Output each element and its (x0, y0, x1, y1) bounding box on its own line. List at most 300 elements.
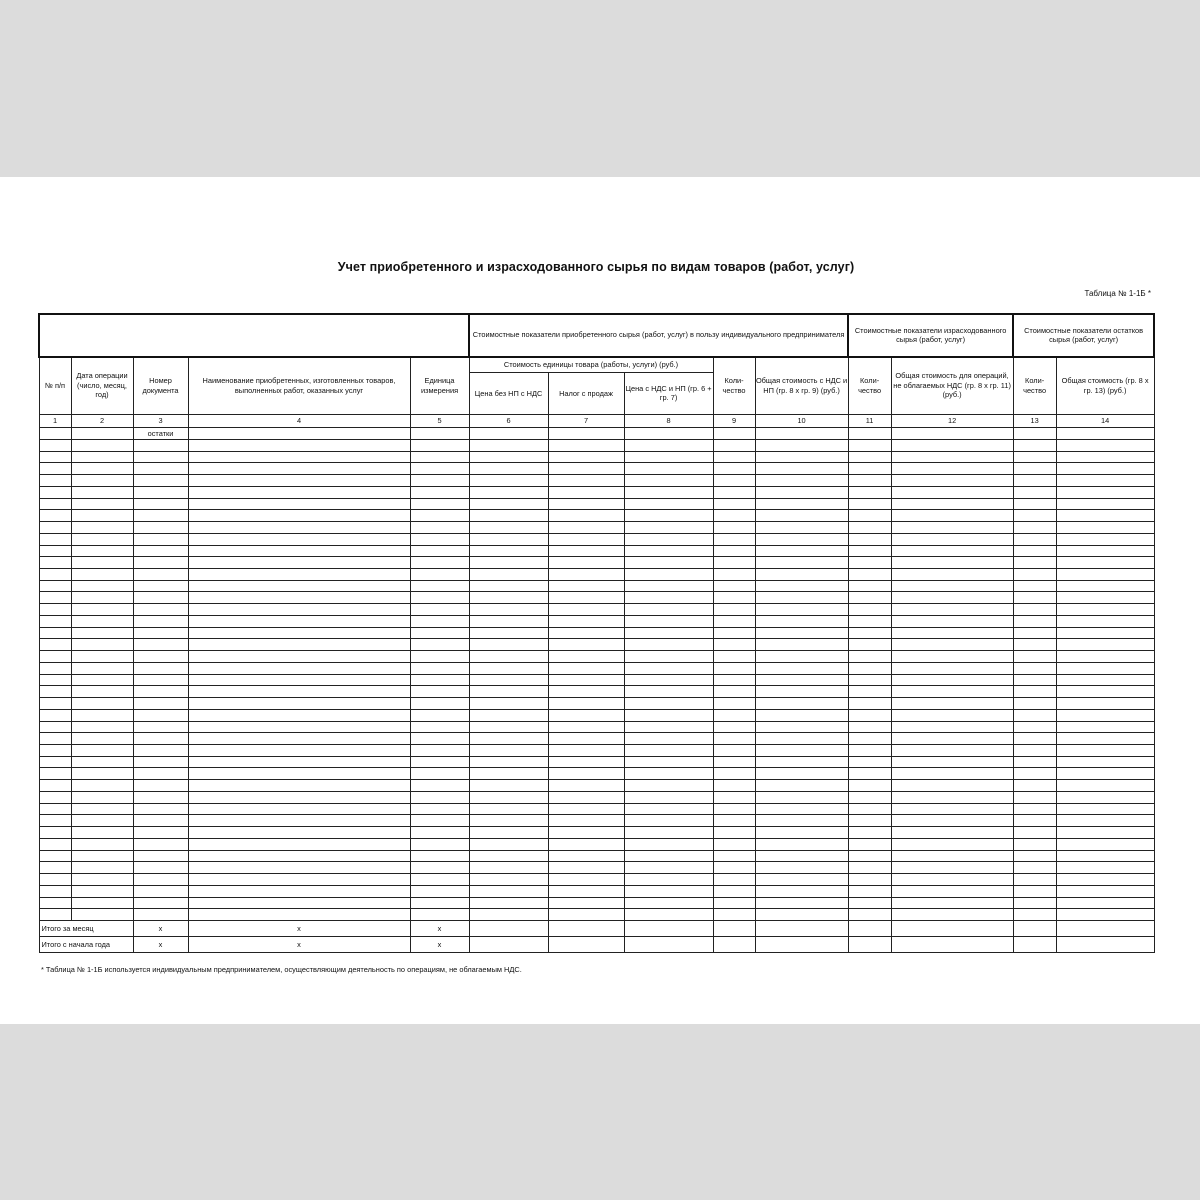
table-cell[interactable] (133, 780, 188, 792)
table-cell[interactable] (624, 627, 713, 639)
table-cell[interactable] (410, 815, 469, 827)
table-cell[interactable] (188, 674, 410, 686)
table-cell[interactable] (71, 439, 133, 451)
table-cell[interactable] (1056, 885, 1154, 897)
table-cell[interactable] (71, 838, 133, 850)
table-cell[interactable] (755, 885, 848, 897)
totals-cell[interactable] (848, 921, 891, 937)
table-cell[interactable] (713, 580, 755, 592)
table-cell[interactable] (755, 780, 848, 792)
table-cell[interactable] (624, 709, 713, 721)
table-cell[interactable] (755, 862, 848, 874)
table-cell[interactable] (848, 557, 891, 569)
table-cell[interactable] (891, 745, 1013, 757)
table-cell[interactable] (1013, 885, 1056, 897)
table-cell[interactable] (133, 533, 188, 545)
table-cell[interactable] (1056, 780, 1154, 792)
table-cell[interactable] (891, 486, 1013, 498)
table-cell[interactable] (71, 874, 133, 886)
table-cell[interactable] (624, 827, 713, 839)
table-cell[interactable] (548, 545, 624, 557)
table-cell[interactable] (548, 510, 624, 522)
table-cell[interactable] (39, 486, 71, 498)
table-cell[interactable] (1056, 627, 1154, 639)
table-cell[interactable] (39, 698, 71, 710)
table-cell[interactable] (1013, 439, 1056, 451)
table-cell[interactable] (1013, 803, 1056, 815)
table-cell[interactable] (624, 604, 713, 616)
table-cell[interactable] (624, 662, 713, 674)
table-cell[interactable] (39, 850, 71, 862)
table-cell[interactable] (848, 862, 891, 874)
table-cell[interactable] (1056, 662, 1154, 674)
totals-cell[interactable] (713, 936, 755, 952)
table-cell[interactable] (848, 428, 891, 440)
table-cell[interactable] (469, 580, 548, 592)
table-cell[interactable] (133, 486, 188, 498)
table-cell[interactable] (891, 756, 1013, 768)
totals-cell[interactable] (848, 936, 891, 952)
table-cell[interactable] (71, 909, 133, 921)
table-cell[interactable] (548, 803, 624, 815)
table-cell[interactable] (1013, 604, 1056, 616)
table-cell[interactable] (713, 428, 755, 440)
table-cell[interactable] (410, 768, 469, 780)
table-cell[interactable] (1013, 545, 1056, 557)
table-cell[interactable] (755, 451, 848, 463)
table-cell[interactable] (133, 745, 188, 757)
table-cell[interactable] (133, 897, 188, 909)
table-cell[interactable] (624, 498, 713, 510)
table-cell[interactable] (624, 756, 713, 768)
table-cell[interactable] (1013, 838, 1056, 850)
table-cell[interactable] (548, 463, 624, 475)
table-cell[interactable] (755, 627, 848, 639)
table-cell[interactable] (39, 439, 71, 451)
table-cell[interactable] (848, 639, 891, 651)
table-cell[interactable] (410, 827, 469, 839)
table-cell[interactable] (1013, 510, 1056, 522)
table-cell[interactable] (848, 674, 891, 686)
table-cell[interactable] (755, 733, 848, 745)
table-cell[interactable] (469, 897, 548, 909)
table-cell[interactable] (188, 475, 410, 487)
table-cell[interactable] (469, 615, 548, 627)
table-cell[interactable] (71, 768, 133, 780)
table-cell[interactable] (755, 604, 848, 616)
table-cell[interactable] (848, 475, 891, 487)
table-cell[interactable] (71, 803, 133, 815)
table-cell[interactable] (624, 674, 713, 686)
table-cell[interactable] (848, 733, 891, 745)
table-cell[interactable] (469, 827, 548, 839)
table-cell[interactable] (624, 780, 713, 792)
table-cell[interactable] (188, 557, 410, 569)
table-cell[interactable] (848, 592, 891, 604)
table-cell[interactable] (713, 874, 755, 886)
table-cell[interactable] (713, 756, 755, 768)
table-cell[interactable] (848, 874, 891, 886)
table-cell[interactable] (624, 815, 713, 827)
table-cell[interactable] (713, 486, 755, 498)
table-cell[interactable] (133, 651, 188, 663)
table-cell[interactable] (469, 569, 548, 581)
table-cell[interactable] (713, 721, 755, 733)
table-cell[interactable] (624, 768, 713, 780)
table-cell[interactable] (755, 721, 848, 733)
table-cell[interactable] (624, 428, 713, 440)
table-cell[interactable] (71, 428, 133, 440)
table-cell[interactable] (1013, 463, 1056, 475)
table-cell[interactable] (133, 639, 188, 651)
table-cell[interactable] (624, 909, 713, 921)
table-cell[interactable] (469, 463, 548, 475)
table-cell[interactable] (891, 803, 1013, 815)
table-cell[interactable] (71, 897, 133, 909)
table-cell[interactable] (133, 698, 188, 710)
totals-cell[interactable] (755, 921, 848, 937)
table-cell[interactable] (755, 791, 848, 803)
table-cell[interactable] (755, 569, 848, 581)
table-cell[interactable] (1013, 486, 1056, 498)
table-cell[interactable] (548, 885, 624, 897)
table-cell[interactable] (188, 498, 410, 510)
table-cell[interactable] (548, 439, 624, 451)
table-cell[interactable] (713, 909, 755, 921)
table-cell[interactable] (891, 662, 1013, 674)
table-cell[interactable] (188, 815, 410, 827)
table-cell[interactable] (410, 486, 469, 498)
table-cell[interactable] (891, 838, 1013, 850)
table-cell[interactable] (71, 475, 133, 487)
table-cell[interactable] (1013, 639, 1056, 651)
table-cell[interactable] (133, 721, 188, 733)
table-cell[interactable] (624, 522, 713, 534)
table-cell[interactable] (755, 756, 848, 768)
table-cell[interactable] (1013, 686, 1056, 698)
table-cell[interactable] (410, 545, 469, 557)
table-cell[interactable] (39, 475, 71, 487)
table-cell[interactable] (548, 639, 624, 651)
table-cell[interactable] (848, 885, 891, 897)
table-cell[interactable] (1056, 721, 1154, 733)
table-cell[interactable] (71, 592, 133, 604)
table-cell[interactable] (713, 698, 755, 710)
table-cell[interactable] (624, 592, 713, 604)
table-cell[interactable] (713, 615, 755, 627)
table-cell[interactable] (713, 651, 755, 663)
table-cell[interactable] (548, 791, 624, 803)
table-cell[interactable] (469, 475, 548, 487)
totals-cell[interactable] (1013, 936, 1056, 952)
table-cell[interactable] (891, 721, 1013, 733)
table-cell[interactable] (713, 780, 755, 792)
table-cell[interactable] (39, 838, 71, 850)
table-cell[interactable] (469, 909, 548, 921)
table-cell[interactable] (624, 791, 713, 803)
table-cell[interactable] (891, 686, 1013, 698)
table-cell[interactable] (469, 592, 548, 604)
table-cell[interactable] (755, 592, 848, 604)
table-cell[interactable] (755, 827, 848, 839)
table-cell[interactable] (548, 592, 624, 604)
table-cell[interactable] (713, 885, 755, 897)
table-cell[interactable] (548, 451, 624, 463)
table-cell[interactable] (469, 627, 548, 639)
table-cell[interactable] (188, 615, 410, 627)
table-cell[interactable] (713, 686, 755, 698)
table-cell[interactable] (548, 674, 624, 686)
table-cell[interactable] (848, 709, 891, 721)
table-cell[interactable] (188, 768, 410, 780)
table-cell[interactable] (469, 745, 548, 757)
table-cell[interactable] (39, 545, 71, 557)
table-cell[interactable] (410, 651, 469, 663)
table-cell[interactable] (624, 439, 713, 451)
table-cell[interactable] (469, 451, 548, 463)
table-cell[interactable] (755, 545, 848, 557)
table-cell[interactable] (1013, 897, 1056, 909)
table-cell[interactable] (469, 639, 548, 651)
table-cell[interactable] (755, 897, 848, 909)
table-cell[interactable] (848, 651, 891, 663)
table-cell[interactable] (469, 686, 548, 698)
table-cell[interactable] (188, 874, 410, 886)
table-cell[interactable] (713, 510, 755, 522)
table-cell[interactable] (713, 604, 755, 616)
table-cell[interactable] (1013, 627, 1056, 639)
table-cell[interactable] (548, 498, 624, 510)
table-cell[interactable] (713, 439, 755, 451)
table-cell[interactable] (1013, 721, 1056, 733)
table-cell[interactable] (410, 686, 469, 698)
table-cell[interactable] (624, 698, 713, 710)
table-cell[interactable] (71, 580, 133, 592)
table-cell[interactable] (755, 838, 848, 850)
table-cell[interactable] (71, 733, 133, 745)
table-cell[interactable] (624, 897, 713, 909)
table-cell[interactable] (39, 862, 71, 874)
table-cell[interactable] (469, 709, 548, 721)
table-cell[interactable] (1013, 569, 1056, 581)
table-cell[interactable] (755, 874, 848, 886)
table-cell[interactable] (188, 522, 410, 534)
table-cell[interactable] (133, 475, 188, 487)
table-cell[interactable] (891, 897, 1013, 909)
table-cell[interactable] (891, 698, 1013, 710)
table-cell[interactable] (1013, 909, 1056, 921)
table-cell[interactable] (71, 698, 133, 710)
table-cell[interactable] (39, 756, 71, 768)
table-cell[interactable] (548, 557, 624, 569)
table-cell[interactable] (410, 475, 469, 487)
table-cell[interactable] (71, 533, 133, 545)
table-cell[interactable] (548, 780, 624, 792)
table-cell[interactable] (410, 721, 469, 733)
table-cell[interactable] (39, 522, 71, 534)
table-cell[interactable] (39, 428, 71, 440)
table-cell[interactable] (188, 721, 410, 733)
table-cell[interactable] (548, 709, 624, 721)
table-cell[interactable] (410, 463, 469, 475)
table-cell[interactable] (71, 627, 133, 639)
table-cell[interactable] (188, 803, 410, 815)
table-cell[interactable] (410, 604, 469, 616)
table-cell[interactable] (188, 745, 410, 757)
table-cell[interactable] (133, 592, 188, 604)
table-cell[interactable] (469, 768, 548, 780)
table-cell[interactable] (133, 522, 188, 534)
table-cell[interactable] (133, 439, 188, 451)
table-cell[interactable] (410, 615, 469, 627)
table-cell[interactable] (548, 745, 624, 757)
table-cell[interactable] (410, 662, 469, 674)
table-cell[interactable] (548, 768, 624, 780)
table-cell[interactable] (848, 604, 891, 616)
table-cell[interactable] (133, 850, 188, 862)
table-cell[interactable] (410, 451, 469, 463)
table-cell[interactable] (848, 451, 891, 463)
table-cell[interactable] (188, 439, 410, 451)
table-cell[interactable] (1056, 698, 1154, 710)
table-cell[interactable] (39, 533, 71, 545)
table-cell[interactable] (39, 733, 71, 745)
table-cell[interactable] (755, 815, 848, 827)
table-cell[interactable] (848, 827, 891, 839)
table-cell[interactable] (133, 569, 188, 581)
table-cell[interactable] (755, 686, 848, 698)
table-cell[interactable] (548, 580, 624, 592)
table-cell[interactable] (548, 627, 624, 639)
table-cell[interactable] (548, 827, 624, 839)
table-cell[interactable] (1013, 745, 1056, 757)
table-cell[interactable] (71, 850, 133, 862)
table-cell[interactable] (71, 651, 133, 663)
table-cell[interactable] (1013, 709, 1056, 721)
table-cell[interactable] (848, 498, 891, 510)
table-cell[interactable] (71, 885, 133, 897)
table-cell[interactable] (891, 674, 1013, 686)
table-cell[interactable] (71, 498, 133, 510)
table-cell[interactable] (713, 498, 755, 510)
table-cell[interactable] (1013, 451, 1056, 463)
table-cell[interactable] (755, 439, 848, 451)
table-cell[interactable] (469, 545, 548, 557)
table-cell[interactable] (133, 580, 188, 592)
table-cell[interactable] (713, 545, 755, 557)
table-cell[interactable] (133, 756, 188, 768)
table-cell[interactable] (39, 815, 71, 827)
table-cell[interactable] (188, 897, 410, 909)
table-cell[interactable] (848, 791, 891, 803)
table-cell[interactable] (755, 510, 848, 522)
table-cell[interactable] (848, 522, 891, 534)
table-cell[interactable] (848, 780, 891, 792)
table-cell[interactable] (469, 874, 548, 886)
table-cell[interactable] (133, 838, 188, 850)
table-cell[interactable] (891, 862, 1013, 874)
table-cell[interactable] (624, 557, 713, 569)
table-cell[interactable] (1056, 862, 1154, 874)
table-cell[interactable] (133, 874, 188, 886)
table-cell[interactable] (188, 885, 410, 897)
table-cell[interactable] (848, 569, 891, 581)
table-cell[interactable] (1056, 580, 1154, 592)
table-cell[interactable] (1056, 545, 1154, 557)
table-cell[interactable] (39, 662, 71, 674)
table-cell[interactable] (624, 451, 713, 463)
table-cell[interactable] (188, 604, 410, 616)
table-cell[interactable] (624, 615, 713, 627)
table-cell[interactable] (469, 439, 548, 451)
table-cell[interactable] (71, 604, 133, 616)
table-cell[interactable] (848, 745, 891, 757)
table-cell[interactable] (755, 639, 848, 651)
table-cell[interactable] (410, 897, 469, 909)
table-cell[interactable] (1056, 850, 1154, 862)
table-cell[interactable] (755, 674, 848, 686)
table-cell[interactable] (848, 897, 891, 909)
table-cell[interactable] (188, 662, 410, 674)
table-cell[interactable] (410, 838, 469, 850)
table-cell[interactable] (1056, 557, 1154, 569)
table-cell[interactable] (39, 627, 71, 639)
totals-cell[interactable] (548, 921, 624, 937)
table-cell[interactable] (624, 545, 713, 557)
totals-cell[interactable] (891, 936, 1013, 952)
table-cell[interactable] (1056, 498, 1154, 510)
table-cell[interactable] (548, 533, 624, 545)
table-cell[interactable] (71, 557, 133, 569)
table-cell[interactable] (410, 862, 469, 874)
table-cell[interactable] (71, 522, 133, 534)
table-cell[interactable] (71, 510, 133, 522)
totals-cell[interactable] (713, 921, 755, 937)
table-cell[interactable] (848, 627, 891, 639)
table-cell[interactable] (713, 475, 755, 487)
table-cell[interactable] (188, 486, 410, 498)
table-cell[interactable] (755, 557, 848, 569)
table-cell[interactable] (624, 533, 713, 545)
table-cell[interactable] (713, 709, 755, 721)
table-cell[interactable] (713, 733, 755, 745)
table-cell[interactable] (1056, 604, 1154, 616)
table-cell[interactable] (188, 463, 410, 475)
table-cell[interactable] (848, 909, 891, 921)
table-cell[interactable] (133, 733, 188, 745)
table-cell[interactable] (891, 498, 1013, 510)
table-cell[interactable] (1056, 592, 1154, 604)
table-cell[interactable] (39, 885, 71, 897)
table-cell[interactable] (891, 827, 1013, 839)
totals-cell[interactable] (755, 936, 848, 952)
table-cell[interactable] (39, 580, 71, 592)
table-cell[interactable] (1056, 803, 1154, 815)
table-cell[interactable] (469, 522, 548, 534)
table-cell[interactable] (755, 615, 848, 627)
table-cell[interactable] (891, 733, 1013, 745)
table-cell[interactable] (624, 721, 713, 733)
table-cell[interactable] (188, 451, 410, 463)
table-cell[interactable] (39, 651, 71, 663)
table-cell[interactable] (71, 486, 133, 498)
table-cell[interactable] (713, 522, 755, 534)
table-cell[interactable] (755, 580, 848, 592)
table-cell[interactable] (469, 885, 548, 897)
table-cell[interactable] (188, 827, 410, 839)
totals-cell[interactable] (624, 936, 713, 952)
table-cell[interactable] (891, 545, 1013, 557)
